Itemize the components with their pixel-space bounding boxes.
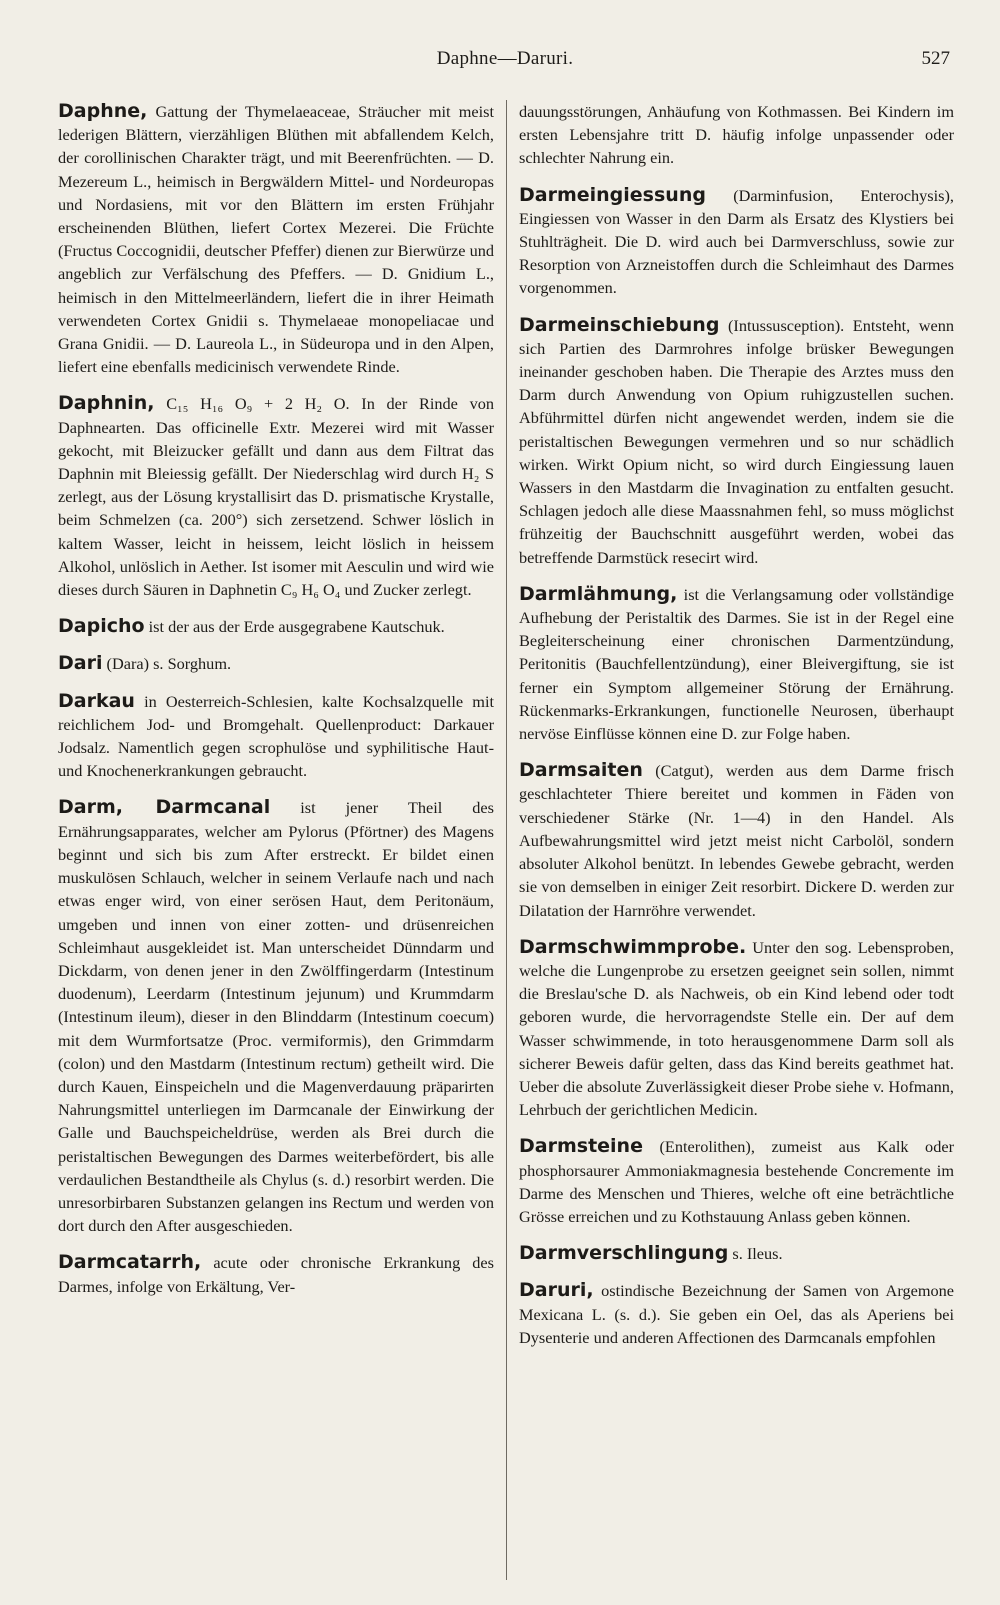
entry-body: (Catgut), werden aus dem Darme frisch geschlachteter Thiere bereitet und kommen in Fäden von verschiedener Stärke (Nr. 1—4) in den Handel. Als Aufbewahrungsmittel wird jetzt meist nicht Carbolöl, sondern absoluter Alkohol benützt. In lebendes Gewebe gebracht, werden sie von demselben in einiger Zeit resorbirt. Dickere D. werden zur Dilatation der Harnröhre verwendet. <box>519 761 954 920</box>
entry-term: Darmeingiessung <box>519 183 706 206</box>
entry-body: ostindische Bezeichnung der Samen von Argemone Mexicana L. (s. d.). Sie geben ein Oel, das als Aperiens bei Dysenterie und anderen Affectionen des Darmcanals empfohlen <box>519 1281 954 1347</box>
entry-body: in Oesterreich-Schlesien, kalte Kochsalzquelle mit reichlichem Jod- und Bromgehalt. Quellenproduct: Darkauer Jodsalz. Namentlich gegen scrophulöse und syphilitische Haut- und Knochenerkrankungen gebraucht. <box>58 691 494 781</box>
right-column <box>506 100 954 1580</box>
entry-term: Darmschwimmprobe. <box>519 935 747 958</box>
dictionary-entry <box>519 1135 954 1228</box>
entry-term: Darmeinschiebung <box>519 313 720 336</box>
text-columns <box>58 100 958 1580</box>
entry-body: Unter den sog. Lebensproben, welche die Lungenprobe zu ersetzen geeignet sein sollen, nimmt die Breslau'sche D. als Nachweis, ob ein Kind lebend oder todt geboren wurde, die hervorragendste Stelle ein. Der auf dem Wasser schwimmende, in toto herausgenommene Darm soll als sicherer Beweis dafür gelten, dass das Kind bereits geathmet hat. Ueber die absolute Zuverlässigkeit dieser Probe siehe v. Hofmann, Lehrbuch der gerichtlichen Medicin. <box>519 937 954 1120</box>
dictionary-entry <box>519 759 954 921</box>
entry-body: acute oder chronische Erkrankung des Darmes, infolge von Erkältung, Ver- <box>58 1253 494 1296</box>
entry-body: ist jener Theil des Ernährungsapparates, welcher am Pylorus (Pförtner) des Magens beginnt und sich bis zum After erstreckt. Er bildet einen muskulösen Schlauch, welcher in seinem Verlaufe nach und nach etwas enger wird, von einer serösen Haut, dem Peritonäum, umgeben und innen von einer zotten- und drüsenreichen Schleimhaut ausgekleidet ist. Man unterscheidet Dünndarm und Dickdarm, von denen jener in den Zwölffingerdarm (Intestinum duodenum), Leerdarm (Intestinum jejunum) und Krummdarm (Intestinum ileum), dieser in den Blinddarm (Intestinum coecum) mit dem Wurmfortsatze (Proc. vermiformis), den Grimmdarm (colon) und den Mastdarm (Intestinum rectum) getheilt wird. Die durch Kauen, Einspeicheln und die Magenverdauung präparirten Nahrungsmittel unterliegen im Darmcanale der Einwirkung der Galle und Bauchspeicheldrüse, werden als Brei durch die peristaltischen Bewegungen des Darmes weiterbefördert, bis alle verdaulichen Bestandtheile als Chylus (s. d.) resorbirt werden. Die unresorbirbaren Substanzen gelangen ins Rectum und werden von dort durch den After ausgeschieden. <box>58 798 494 1236</box>
entry-term: Darkau <box>58 689 135 712</box>
dictionary-entry <box>519 1279 954 1349</box>
entry-term: Darmsteine <box>519 1135 643 1158</box>
left-column <box>58 100 506 1580</box>
dictionary-entry <box>58 652 494 675</box>
entry-body: (Darminfusion, Enterochysis), Eingiessen von Wasser in den Darm als Ersatz des Klystiers bei Stuhlträgheit. Die D. wird auch bei Darmverschluss, sowie zur Resorption von Arzneistoffen durch die Schleimhaut des Darmes vorgenommen. <box>519 185 954 298</box>
entry-term: Dari <box>58 652 103 675</box>
dictionary-entry <box>58 100 494 378</box>
entry-body: ist die Verlangsamung oder vollständige Aufhebung der Peristaltik des Darmes. Sie ist in der Regel eine Begleiterscheinung einer chronischen Darmentzündung, Peritonitis (Bauchfellentzündung), einer Bleivergiftung, sie ist ferner ein Symptom allgemeiner Störung der Ernährung. Rückenmarks-Erkrankungen, functionelle Neurosen, überhaupt nervöse Einflüsse können eine D. zur Folge haben. <box>519 584 954 744</box>
entry-term: Daruri, <box>519 1279 594 1302</box>
dictionary-entry <box>58 1251 494 1297</box>
running-head: Daphne—Daruri. <box>436 48 574 69</box>
page-header <box>60 48 950 78</box>
dictionary-entry <box>58 615 494 638</box>
dictionary-entry <box>519 100 954 170</box>
dictionary-entry <box>519 1242 954 1265</box>
dictionary-entry <box>519 184 954 300</box>
dictionary-entry <box>519 583 954 745</box>
entry-term: Darmlähmung, <box>519 582 678 605</box>
entry-term: Darmsaiten <box>519 759 643 782</box>
dictionary-entry <box>519 314 954 569</box>
dictionary-entry <box>58 690 494 783</box>
page-number: 527 <box>921 48 950 69</box>
dictionary-entry <box>58 796 494 1237</box>
entry-term: Darmverschlingung <box>519 1242 729 1265</box>
entry-term: Darmcatarrh, <box>58 1251 202 1274</box>
entry-body: (Enterolithen), zumeist aus Kalk oder phosphorsaurer Ammoniakmagnesia bestehende Concremente im Darme des Menschen und Thieres, welche oft eine beträchtliche Grösse erreichen und zu Kothstauung Anlass geben können. <box>519 1137 954 1226</box>
entry-body: s. Ileus. <box>728 1244 783 1264</box>
entry-term: Darm, Darmcanal <box>58 796 271 819</box>
entry-body: (Dara) s. Sorghum. <box>102 654 232 674</box>
entry-body: ist der aus der Erde ausgegrabene Kautschuk. <box>144 617 445 637</box>
entry-term: Daphne, <box>58 100 148 122</box>
dictionary-entry <box>58 392 494 601</box>
entry-term: Daphnin, <box>58 392 155 415</box>
entry-term: Dapicho <box>58 615 145 638</box>
entry-body: C₁₅ H₁₆ O₉ + 2 H₂ O. In der Rinde von Daphnearten. Das officinelle Extr. Mezerei wird mit Wasser gekocht, mit Bleizucker gefällt und dann aus dem Filtrat das Daphnin mit Bleiessig gefällt. Der Niederschlag wird durch H₂ S zerlegt, aus der Lösung krystallisirt das D. prismatische Krystalle, beim Schmelzen (ca. 200°) sich zersetzend. Schwer löslich in kaltem Wasser, leicht in heissem, leicht löslich in heissem Alkohol, unlöslich in Aether. Ist isomer mit Aesculin und wird wie dieses durch Säuren in Daphnetin C₉ H₆ O₄ und Zucker zerlegt. <box>58 394 494 600</box>
dictionary-entry <box>519 936 954 1122</box>
entry-body: dauungsstörungen, Anhäufung von Kothmassen. Bei Kindern im ersten Lebensjahre tritt D. häufig infolge unpassender oder schlechter Nahrung ein. <box>519 102 954 168</box>
entry-body: (Intussusception). Entsteht, wenn sich Partien des Darmrohres infolge brüsker Bewegungen ineinander geschoben haben. Die Therapie des Arztes muss den Darm durch Anwendung von Opium ruhigzustellen suchen. Abführmittel dürfen nicht angewendet werden, indem sie die peristaltischen Bewegungen vermehren und so nur schädlich wirken. Wirkt Opium nicht, so wird durch Eingiessung lauen Wassers in den Mastdarm die Invagination zu entfalten gesucht. Schlagen jedoch alle diese Maassnahmen fehl, so muss möglichst frühzeitig der Bauchschnitt ausgeführt werden, wobei das betreffende Darmstück resecirt wird. <box>519 315 954 567</box>
entry-body: Gattung der Thymelaeaceae, Sträucher mit meist lederigen Blättern, vierzähligen Blüthen mit abfallendem Kelch, der corollinischen Charakter trägt, und mit Beerenfrüchten. — D. Mezereum L., heimisch in Bergwäldern Mittel- und Nordeuropas und Nordasiens, mit vor den Blättern im ersten Frühjahr erscheinenden Blüthen, liefert Cortex Mezerei. Die Früchte (Fructus Coccognidii, deutscher Pfeffer) dienen zur Bierwürze und angeblich zur Verfälschung des Pfeffers. — D. Gnidium L., heimisch in den Mittelmeerländern, liefert die in ihrer Heimath verwendeten Cortex Gnidii s. Thymelaeae monopeliacae und Grana Gnidii. — D. Laureola L., in Südeuropa und in den Alpen, liefert eine ebenfalls medicinisch verwendete Rinde. <box>58 102 494 377</box>
